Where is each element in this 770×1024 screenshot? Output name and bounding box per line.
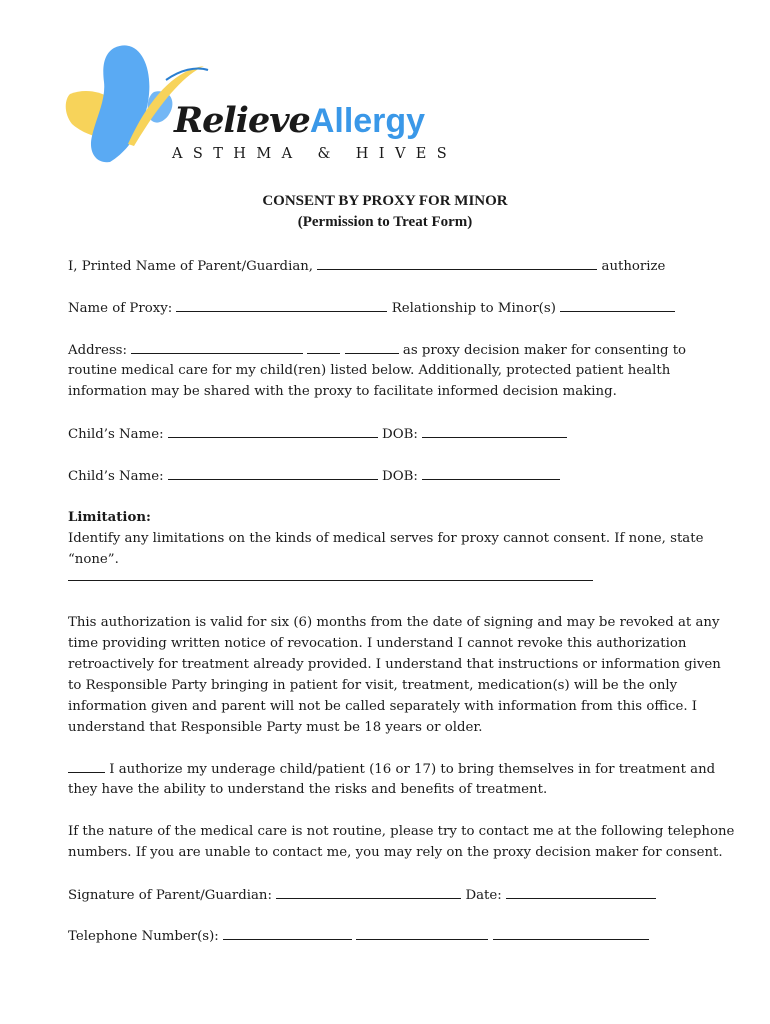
relationship-label: Relationship to Minor(s) <box>391 301 556 316</box>
contact-text-line2: numbers. If you are unable to contact me, you may rely on the proxy decision maker for consent. <box>68 845 723 860</box>
telephone-field-1[interactable] <box>223 925 352 940</box>
child2-dob-label: DOB: <box>382 469 418 484</box>
signature-field[interactable] <box>276 884 461 899</box>
child2-dob-field[interactable] <box>422 465 560 480</box>
telephone-row <box>68 925 649 947</box>
authorization-line-3: retroactively for treatment already provided. I understand that instructions or information given <box>68 657 721 672</box>
address-text-line2: routine medical care for my child(ren) listed below. Additionally, protected patient health <box>68 363 671 378</box>
parent-name-label: I, Printed Name of Parent/Guardian, <box>68 259 314 274</box>
child1-name-field[interactable] <box>168 423 378 438</box>
limitation-field-row <box>68 566 593 588</box>
proxy-name-field[interactable] <box>176 297 387 312</box>
brand-name <box>174 100 425 141</box>
contact-text-line1: If the nature of the medical care is not routine, please try to contact me at the following telephone <box>68 824 735 839</box>
form-subtitle: (Permission to Treat Form) <box>297 214 473 230</box>
limitation-text-line2: “none”. <box>68 552 119 567</box>
authorization-line-2: time providing written notice of revocation. I understand I cannot revoke this authorization <box>68 636 687 651</box>
child2-row <box>68 465 560 487</box>
limitation-heading: Limitation: <box>68 510 151 525</box>
brand-tagline: ASTHMA & HIVES <box>172 146 458 162</box>
parent-name-row <box>68 255 665 277</box>
proxy-name-label: Name of Proxy: <box>68 301 173 316</box>
form-title: CONSENT BY PROXY FOR MINOR <box>262 193 508 209</box>
authorization-line-6: understand that Responsible Party must be 18 years or older. <box>68 720 483 735</box>
signature-date-label: Date: <box>465 888 502 903</box>
underage-initials-field[interactable] <box>68 758 105 773</box>
child2-name-label: Child’s Name: <box>68 469 164 484</box>
relieve-allergy-logo <box>62 40 458 175</box>
limitation-field[interactable] <box>68 566 593 581</box>
underage-text-line1: I authorize my underage child/patient (16 or 17) to bring themselves in for treatment and <box>109 762 716 777</box>
address-text-line3: information may be shared with the proxy to facilitate informed decision making. <box>68 384 617 399</box>
address-zip-field[interactable] <box>345 339 399 354</box>
telephone-field-2[interactable] <box>356 925 488 940</box>
brand-name-part2: Allergy <box>309 102 426 140</box>
telephone-field-3[interactable] <box>493 925 649 940</box>
authorization-line-1: This authorization is valid for six (6) months from the date of signing and may be revoked at any <box>68 615 720 630</box>
signature-label: Signature of Parent/Guardian: <box>68 888 272 903</box>
child1-row <box>68 423 567 445</box>
address-street-field[interactable] <box>131 339 303 354</box>
child1-dob-label: DOB: <box>382 427 418 442</box>
address-text-inline: as proxy decision maker for consenting to <box>402 343 687 358</box>
underage-text-line2: they have the ability to understand the risks and benefits of treatment. <box>68 782 548 797</box>
child2-name-field[interactable] <box>168 465 378 480</box>
brand-name-part1: Relieve <box>174 100 310 141</box>
signature-row <box>68 884 656 906</box>
signature-date-field[interactable] <box>506 884 656 899</box>
address-label: Address: <box>68 343 127 358</box>
limitation-text-line1: Identify any limitations on the kinds of medical serves for proxy cannot consent. If none, state <box>68 531 704 546</box>
relationship-field[interactable] <box>560 297 675 312</box>
address-state-field[interactable] <box>307 339 340 354</box>
telephone-label: Telephone Number(s): <box>68 929 219 944</box>
child1-name-label: Child’s Name: <box>68 427 164 442</box>
parent-name-field[interactable] <box>317 255 597 270</box>
underage-row <box>68 758 715 780</box>
authorization-line-4: to Responsible Party bringing in patient for visit, treatment, medication(s) will be the only <box>68 678 678 693</box>
authorize-label: authorize <box>601 259 666 274</box>
proxy-row <box>68 297 675 319</box>
authorization-line-5: information given and parent will not be called separately with information from this office. I <box>68 699 698 714</box>
address-row <box>68 339 686 361</box>
child1-dob-field[interactable] <box>422 423 567 438</box>
